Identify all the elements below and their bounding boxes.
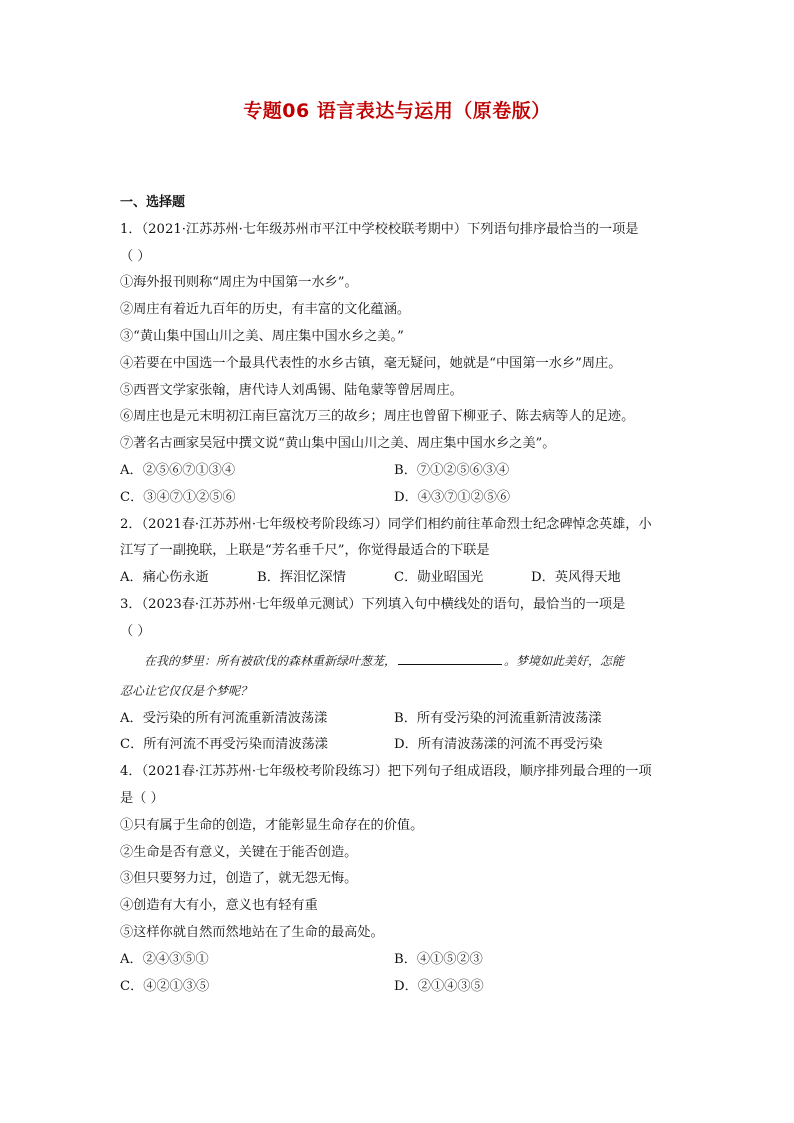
q1-options-row1 (120, 458, 668, 485)
q2-options-row (120, 565, 668, 592)
q3-options-row2 (120, 732, 668, 759)
q1-item: ②周庄有着近九百年的历史，有丰富的文化蕴涵。 (120, 302, 411, 318)
q3-stem-line2: （ ） (120, 623, 151, 639)
q3-option-b[interactable]: B．所有受污染的河流重新清波荡漾 (394, 710, 602, 726)
q4-option-c[interactable]: C．④②①③⑤ (120, 978, 210, 994)
q4-options-row2 (120, 974, 668, 1001)
q1-item: ⑥周庄也是元末明初江南巨富沈万三的故乡；周庄也曾留下柳亚子、陈去病等人的足迹。 (120, 409, 635, 425)
q4-option-b[interactable]: B．④①⑤②③ (394, 951, 483, 967)
q2-option-d[interactable]: D．英风得天地 (531, 570, 621, 586)
q2-stem-line1: 2．（2021春·江苏苏州·七年级校考阶段练习）同学们相约前往革命烈士纪念碑悼念英雄，小 (120, 516, 652, 532)
section-heading: 一、选择题 (120, 195, 186, 210)
q3-options-row1 (120, 706, 668, 733)
q1-item: ③“黄山集中国山川之美、周庄集中国水乡之美。” (120, 328, 404, 344)
fill-blank (398, 650, 502, 665)
q3-passage-part2: 。梦境如此美好，怎能 (504, 653, 625, 668)
q1-item: ④若要在中国选一个最具代表性的水乡古镇，毫无疑问，她就是“中国第一水乡”周庄。 (120, 355, 622, 371)
q4-item: ①只有属于生命的创造，才能彰显生命存在的价值。 (120, 817, 424, 833)
q4-item: ③但只要努力过，创造了，就无怨无悔。 (120, 871, 358, 887)
q1-stem-line2: （ ） (120, 248, 151, 264)
q2-option-b[interactable]: B．挥泪忆深情 (257, 570, 346, 586)
q3-stem-line1: 3．（2023春·江苏苏州·七年级单元测试）下列填入句中横线处的语句，最恰当的一项是 (120, 596, 626, 612)
q4-options-row1 (120, 947, 668, 974)
q1-item: ①海外报刊则称“周庄为中国第一水乡”。 (120, 275, 358, 291)
q1-item: ⑦著名古画家吴冠中撰文说“黄山集中国山川之美、周庄集中国水乡之美”。 (120, 436, 556, 452)
q4-item: ⑤这样你就自然而然地站在了生命的最高处。 (120, 924, 384, 940)
q3-option-c[interactable]: C．所有河流不再受污染而清波荡漾 (120, 737, 328, 753)
q3-option-d[interactable]: D．所有清波荡漾的河流不再受污染 (394, 737, 603, 753)
q1-option-b[interactable]: B．⑦①②⑤⑥③④ (394, 462, 510, 478)
q1-option-c[interactable]: C．③④⑦①②⑤⑥ (120, 489, 236, 505)
q3-option-a[interactable]: A．受污染的所有河流重新清波荡漾 (120, 710, 328, 726)
q2-option-c[interactable]: C．勋业昭国光 (394, 570, 484, 586)
q1-stem-line1: 1．（2021·江苏苏州·七年级苏州市平江中学校校联考期中）下列语句排序最恰当的一项是 (120, 221, 639, 237)
q2-stem-line2: 江写了一副挽联，上联是“芳名垂千尺”，你觉得最适合的下联是 (120, 543, 490, 559)
q3-passage-part1: 在我的梦里：所有被砍伐的森林重新绿叶葱茏， (144, 653, 397, 668)
q3-passage-line1 (120, 646, 668, 676)
q4-stem-line1: 4．（2021春·江苏苏州·七年级校考阶段练习）把下列句子组成语段，顺序排列最合理的一项 (120, 764, 652, 780)
q1-options-row2 (120, 485, 668, 512)
page-title: 专题06 语言表达与运用（原卷版） (243, 100, 551, 122)
q3-passage-line2: 忍心让它仅仅是个梦呢？ (120, 683, 253, 698)
q4-option-a[interactable]: A．②④③⑤① (120, 951, 209, 967)
q1-option-a[interactable]: A．②⑤⑥⑦①③④ (120, 462, 236, 478)
q4-option-d[interactable]: D．②①④③⑤ (394, 978, 484, 994)
q1-option-d[interactable]: D．④③⑦①②⑤⑥ (394, 489, 511, 505)
q2-option-a[interactable]: A．痛心伤永逝 (120, 570, 209, 586)
question-content (120, 190, 668, 1000)
q4-item: ②生命是否有意义，关键在于能否创造。 (120, 844, 358, 860)
q4-item: ④创造有大有小，意义也有轻有重 (120, 898, 318, 914)
q4-stem-line2: 是（ ） (120, 790, 164, 806)
q1-item: ⑤西晋文学家张翰，唐代诗人刘禹锡、陆龟蒙等曾居周庄。 (120, 382, 463, 398)
